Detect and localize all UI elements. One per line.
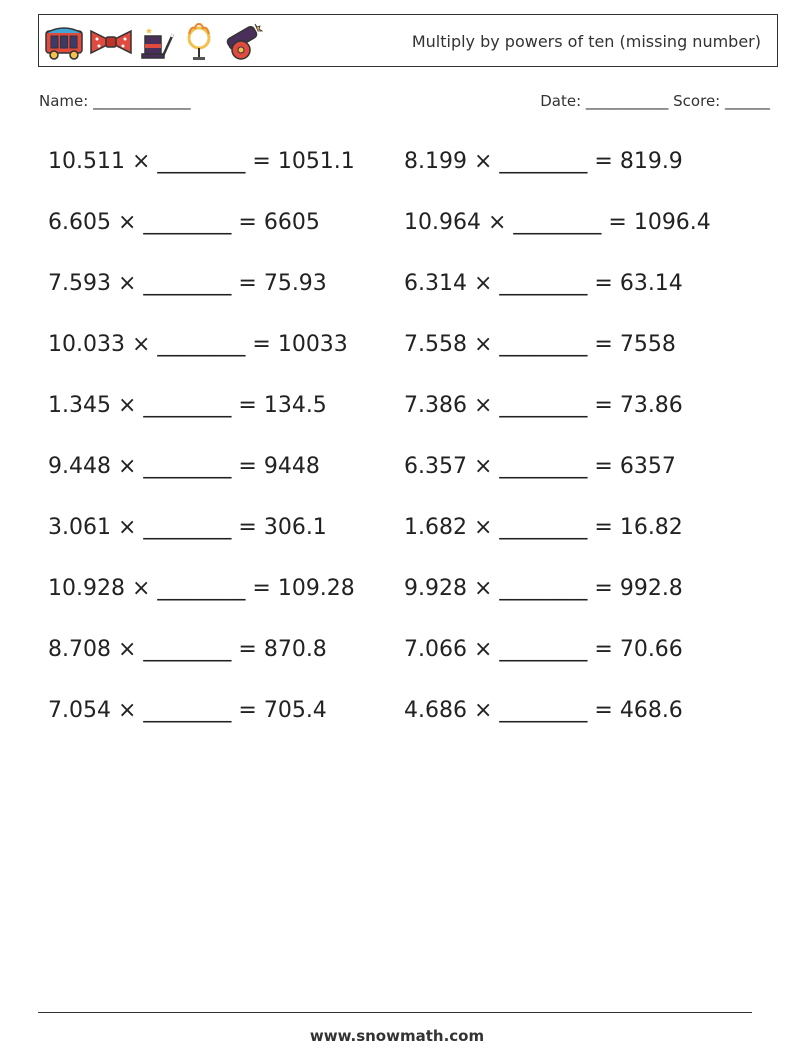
problem-19: 7.054 × ________ = 705.4 xyxy=(48,698,327,723)
problem-6: 6.314 × ________ = 63.14 xyxy=(404,271,683,296)
problem-1: 10.511 × ________ = 1051.1 xyxy=(48,149,355,174)
bow-tie-icon xyxy=(89,27,133,57)
problem-15: 10.928 × ________ = 109.28 xyxy=(48,576,355,601)
footer-website: www.snowmath.com xyxy=(309,1027,485,1045)
problem-17: 8.708 × ________ = 870.8 xyxy=(48,637,327,662)
date-score-field[interactable]: Date: ___________ Score: ______ xyxy=(540,92,770,110)
name-field[interactable]: Name: _____________ xyxy=(39,92,191,110)
circus-wagon-icon xyxy=(43,23,85,61)
problem-3: 6.605 × ________ = 6605 xyxy=(48,210,320,235)
problem-4: 10.964 × ________ = 1096.4 xyxy=(404,210,711,235)
footer-divider xyxy=(38,1012,752,1013)
problem-11: 9.448 × ________ = 9448 xyxy=(48,454,320,479)
fire-ring-icon xyxy=(181,22,217,62)
problem-8: 7.558 × ________ = 7558 xyxy=(404,332,676,357)
problem-16: 9.928 × ________ = 992.8 xyxy=(404,576,683,601)
problem-18: 7.066 × ________ = 70.66 xyxy=(404,637,683,662)
problem-9: 1.345 × ________ = 134.5 xyxy=(48,393,327,418)
header-icons xyxy=(43,21,263,63)
problem-grid xyxy=(48,142,768,752)
problem-12: 6.357 × ________ = 6357 xyxy=(404,454,676,479)
problem-14: 1.682 × ________ = 16.82 xyxy=(404,515,683,540)
problem-10: 7.386 × ________ = 73.86 xyxy=(404,393,683,418)
problem-7: 10.033 × ________ = 10033 xyxy=(48,332,348,357)
problem-13: 3.061 × ________ = 306.1 xyxy=(48,515,327,540)
cannon-icon xyxy=(221,22,263,62)
worksheet-title: Multiply by powers of ten (missing number) xyxy=(411,32,761,51)
worksheet-header xyxy=(38,14,778,67)
problem-20: 4.686 × ________ = 468.6 xyxy=(404,698,683,723)
magic-hat-icon xyxy=(137,22,177,62)
problem-2: 8.199 × ________ = 819.9 xyxy=(404,149,683,174)
problem-5: 7.593 × ________ = 75.93 xyxy=(48,271,327,296)
